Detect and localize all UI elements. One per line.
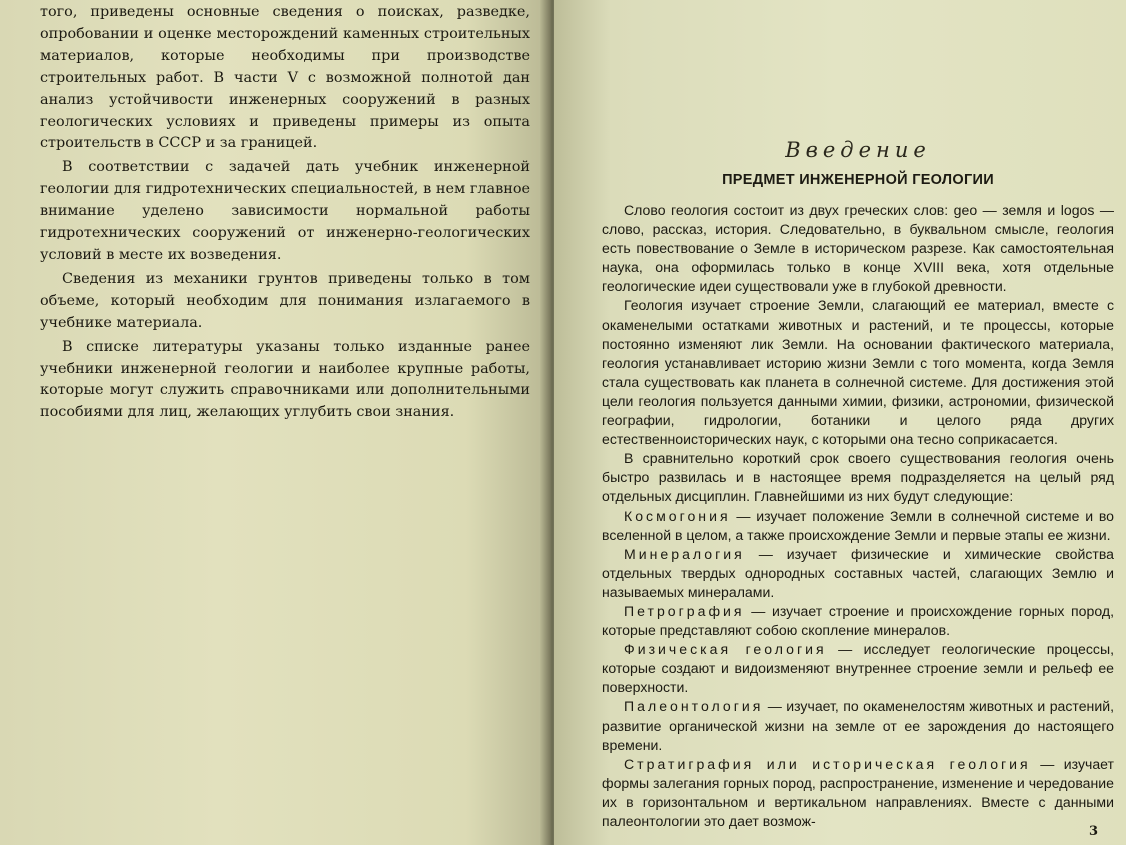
discipline-cosmogony [602, 507, 1114, 545]
discipline-text: — изучает строение и происхождение горных пород, которые представляют собою скопление минералов. [602, 602, 1114, 639]
discipline-term: Стратиграфия или историческая геология [624, 755, 1031, 772]
right-paragraph-2: Геология изучает строение Земли, слагающий ее материал, вместе с окаменелыми остатками животных и растений, и те процессы, которые постоянно изменяют лик Земли. На основании фактического материала, геология устанавливает историю жизни Земли с того момента, когда Земля стала существовать как планета в солнечной системе. Для достижения этой цели геология пользуется данными химии, физики, астрономии, физической географии, гидрологии, ботаники и целого ряда других естественноисторических наук, с которыми она тесно соприкасается. [602, 297, 1114, 448]
discipline-term: Петрография [624, 602, 745, 619]
discipline-petrography [602, 602, 1114, 640]
discipline-mineralogy [602, 545, 1114, 602]
chapter-heading: Введение [785, 138, 931, 162]
left-paragraph-2: В соответствии с задачей дать учебник инженерной геологии для гидротехнических специальностей, в нем главное внимание уделено зависимости нормальной работы гидротехнических сооружений от инженерно-геологических условий в месте их возведения. [40, 159, 530, 263]
discipline-term: Космогония [624, 507, 731, 524]
discipline-term: Палеонтология [624, 698, 764, 715]
discipline-physical-geology [602, 640, 1114, 697]
left-paragraph-4: В списке литературы указаны только изданные ранее учебники инженерной геологии и наиболее крупные работы, которые могут служить справочниками или дополнительными пособиями для лиц, желающих углубить свои знания. [40, 338, 530, 421]
discipline-text: — изучает, по окаменелостям животных и растений, развитие органической жизни на земле от ее зарождения до настоящего времени. [602, 698, 1114, 753]
discipline-text: — изучает физические и химические свойства отдельных твердых однородных составных частей, слагающих Землю и называемых минералами. [602, 545, 1114, 600]
page-number: 3 [1088, 824, 1098, 839]
right-page [554, 0, 1126, 845]
discipline-term: Минералогия [624, 545, 745, 562]
right-paragraph-1: Слово геология состоит из двух греческих слов: geo — земля и logos — слово, рассказ, история. Следовательно, в буквальном смысле, геология есть повествование о Земле в историческом разрезе. Как самостоятельная наука, она оформилась только в конце XVIII века, хотя отдельные геологические идеи существовали уже в глубокой древности. [602, 202, 1114, 295]
discipline-term: Физическая геология [624, 641, 827, 658]
section-heading: ПРЕДМЕТ ИНЖЕНЕРНОЙ ГЕОЛОГИИ [722, 172, 994, 188]
left-paragraph-1: того, приведены основные сведения о поисках, разведке, опробовании и оценке месторождений каменных строительных материалов, которые необходимы при производстве строительных работ. В части V с возможной полнотой дан анализ устойчивости инженерных сооружений в разных геологических условиях и приведены примеры из опыта строительств в СССР и за границей. [40, 4, 530, 152]
left-page [0, 0, 548, 845]
discipline-text: — изучает формы залегания горных пород, распространение, изменение и чередование их в горизонтальном и вертикальном направлениях. Вместе с данными палеонтологии это дает возмож- [602, 755, 1115, 829]
discipline-text: — исследует геологические процессы, которые создают и видоизменяют внутреннее строение земли и рельеф ее поверхности. [602, 641, 1115, 696]
discipline-paleontology [602, 697, 1114, 754]
discipline-stratigraphy [602, 755, 1114, 831]
left-paragraph-3: Сведения из механики грунтов приведены только в том объеме, который необходим для понимания излагаемого в учебнике материала. [40, 270, 530, 331]
discipline-text: — изучает положение Земли в солнечной системе и во вселенной в целом, а также происхождение Земли и первые этапы ее жизни. [602, 507, 1114, 543]
right-paragraph-3: В сравнительно короткий срок своего существования геология очень быстро развилась и в настоящее время подразделяется на целый ряд отдельных дисциплин. Главнейшими из них будут следующие: [602, 450, 1114, 505]
